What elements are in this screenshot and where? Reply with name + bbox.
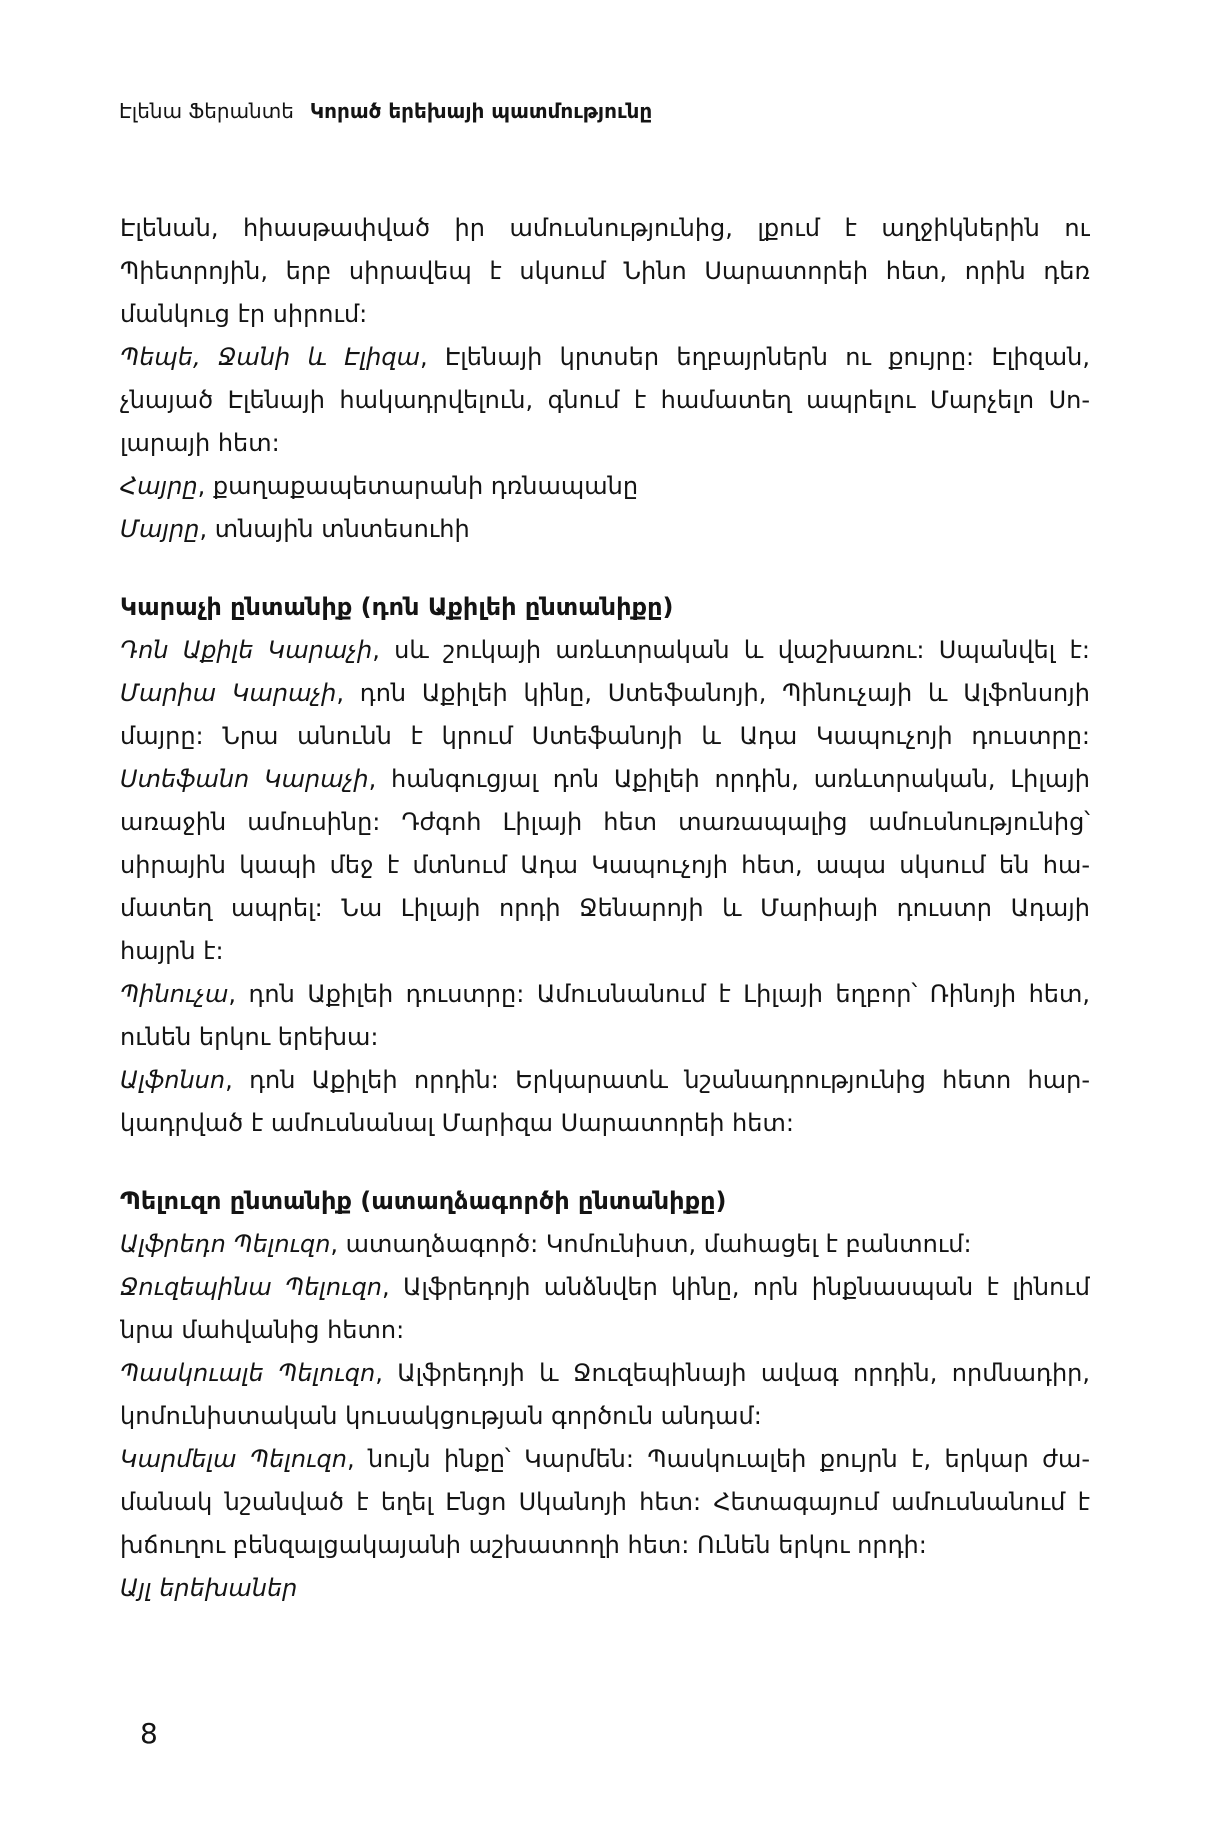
text-line [120,1309,1090,1352]
body-text: մանակ նշանված է եղել Էնցո Սկանոյի հետ: Հետագայում ամուսնանում է [120,1488,1090,1516]
text-line [120,1059,1090,1102]
text-line [120,844,1090,887]
text-line [120,1352,1090,1395]
text-line [120,379,1090,422]
paragraph [120,207,1090,336]
text-line [120,293,1090,336]
heading-text: Պելուզո ընտանիք (ատաղձագործի ընտանիքը) [120,1187,727,1215]
character-name: Դոն Աքիլե Կարաչի [120,636,373,664]
text-line [120,508,1090,551]
character-name: Այլ երեխաներ [120,1574,298,1602]
body-text: , Ալֆրեդոյի և Ջուզեպինայի ավագ որդին, որմնադիր, [375,1359,1090,1387]
paragraph [120,336,1090,465]
body-text: խճուղու բենզալցակայանի աշխատողի հետ: Ունեն երկու որդի: [120,1531,927,1559]
paragraph [120,1352,1090,1438]
text-line [120,1481,1090,1524]
paragraph [120,1438,1090,1567]
heading-line [120,586,1090,629]
paragraph [120,1223,1090,1266]
body-text: , Էլենայի կրտսեր եղբայրներն ու քույրը: Էլիզան, [419,343,1090,371]
character-name: Ալֆոնսո [120,1066,226,1094]
character-name: Հայրը [120,472,198,500]
text-line [120,715,1090,758]
body-text: , Ալֆրեդոյի անձնվեր կինը, որն ինքնասպան է լինում [382,1273,1090,1301]
text-line [120,672,1090,715]
text-line [120,1438,1090,1481]
body-text: Պիետրոյին, երբ սիրավեպ է սկսում Նինո Սարատորեի հետ, որին դեռ [120,257,1090,285]
body-text: ունեն երկու երեխա: [120,1023,379,1051]
character-name: Ալֆրեդո Պելուզո [120,1230,331,1258]
text-line [120,629,1090,672]
text-line [120,930,1090,973]
character-name: Մարիա Կարաչի [120,679,337,707]
text-line [120,422,1090,465]
paragraph [120,758,1090,973]
running-header [119,98,652,124]
character-name: Մայրը [120,515,200,543]
main-text-block [120,207,1090,1610]
body-text: լարայի հետ: [120,429,280,457]
text-line [120,336,1090,379]
body-text: , դոն Աքիլեի կինը, Ստեֆանոյի, Պինուչայի և Ալֆոնսոյի [336,679,1090,707]
text-line [120,1567,1090,1610]
book-title: Կորած երեխայի պատմությունը [309,99,653,123]
text-line [120,465,1090,508]
body-text: , ատաղձագործ: Կոմունիստ, մահացել է բանտում: [330,1230,972,1258]
text-line [120,1395,1090,1438]
body-text: , սև շուկայի առևտրական և վաշխառու: Սպանվել է: [372,636,1090,664]
character-name: Կարմելա Պելուզո [120,1445,347,1473]
paragraph [120,1266,1090,1352]
character-name: Ստեֆանո Կարաչի [120,765,369,793]
paragraph [120,629,1090,672]
paragraph [120,1059,1090,1145]
page-number: 8 [140,1717,158,1750]
body-text: նրա մահվանից հետո: [120,1316,405,1344]
paragraph [120,1567,1090,1610]
body-text: հայրն է: [120,937,224,965]
body-text: կադրված է ամուսնանալ Մարիզա Սարատորեի հետ: [120,1109,794,1137]
character-name: Պեպե, Ջանի և Էլիզա [120,343,420,371]
body-text: , դոն Աքիլեի որդին: Երկարատև նշանադրությունից հետո հար- [225,1066,1090,1094]
body-text: մանկուց էր սիրում: [120,300,368,328]
text-line [120,887,1090,930]
paragraph [120,973,1090,1059]
character-name: Պինուչա [120,980,229,1008]
paragraph [120,465,1090,508]
body-text: Էլենան, հիասթափված իր ամուսնությունից, լքում է աղջիկներին ու [120,214,1090,242]
text-line [120,973,1090,1016]
body-text: սիրային կապի մեջ է մտնում Ադա Կապուչոյի հետ, ապա սկսում են հա- [120,851,1090,879]
text-line [120,1266,1090,1309]
author-name: Էլենա Ֆերանտե [119,99,294,123]
body-text: , հանգուցյալ դոն Աքիլեի որդին, առևտրական, Լիլայի [368,765,1090,793]
body-text: առաջին ամուսինը: Դժգոհ Լիլայի հետ տառապալից ամուսնությունից՝ [120,808,1090,836]
character-name: Պասկուալե Պելուզո [120,1359,376,1387]
body-text: մայրը: Նրա անունն է կրում Ստեֆանոյի և Ադա Կապուչոյի դուստրը: [120,722,1090,750]
paragraph [120,672,1090,758]
text-line [120,1524,1090,1567]
text-line [120,207,1090,250]
text-line [120,1016,1090,1059]
body-text: չնայած Էլենայի հակադրվելուն, գնում է համատեղ ապրելու Մարչելո Սո- [120,386,1090,414]
text-line [120,1223,1090,1266]
paragraph [120,508,1090,551]
body-text: , նույն ինքը՝ Կարմեն: Պասկուալեի քույրն է, երկար ժա- [346,1445,1090,1473]
section-heading [120,1180,1090,1223]
body-text: մատեղ ապրել: Նա Լիլայի որդի Ջենարոյի և Մարիայի դուստր Ադայի [120,894,1090,922]
heading-text: Կարաչի ընտանիք (դոն Աքիլեի ընտանիքը) [120,593,674,621]
text-line [120,1102,1090,1145]
text-line [120,250,1090,293]
body-text: կոմունիստական կուսակցության գործուն անդամ: [120,1402,762,1430]
text-line [120,758,1090,801]
section-heading [120,586,1090,629]
text-line [120,801,1090,844]
character-name: Ջուզեպինա Պելուզո [120,1273,383,1301]
body-text: , քաղաքապետարանի դռնապանը [197,472,639,500]
body-text: , տնային տնտեսուհի [199,515,470,543]
body-text: , դոն Աքիլեի դուստրը: Ամուսնանում է Լիլայի եղբոր՝ Ռինոյի հետ, [228,980,1090,1008]
heading-line [120,1180,1090,1223]
